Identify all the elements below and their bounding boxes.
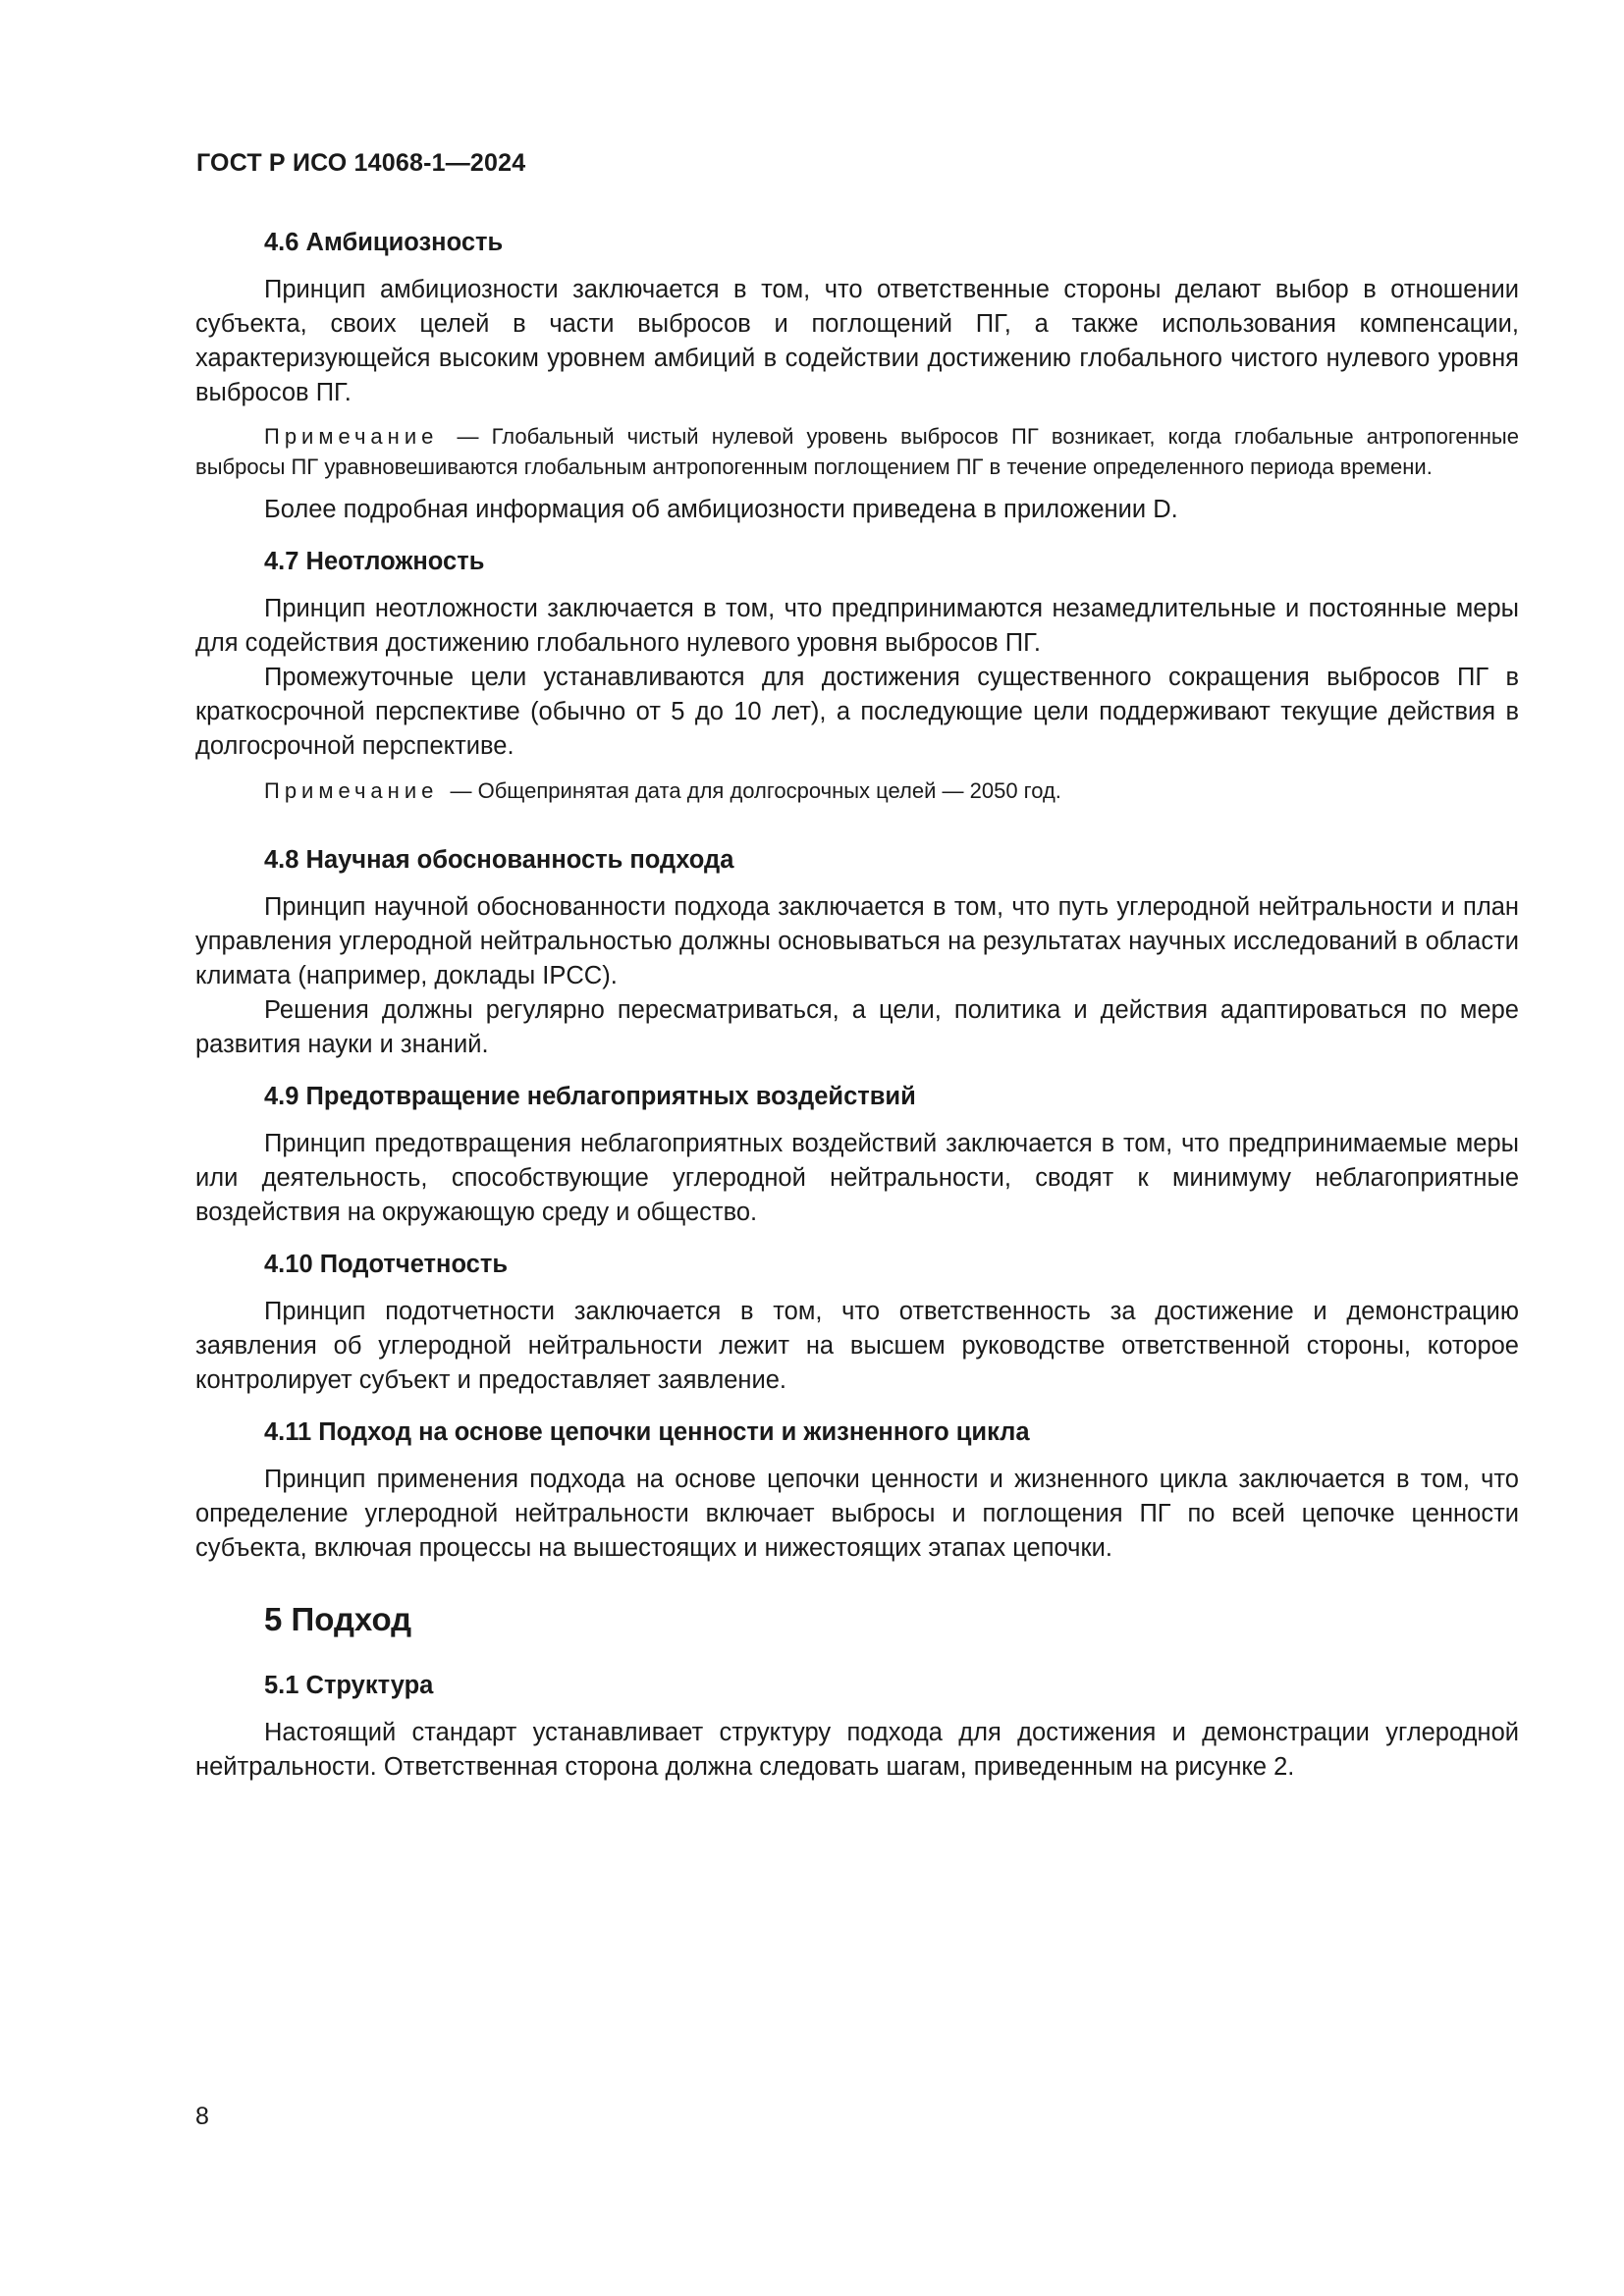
paragraph-4-8-1: Принцип научной обоснованности подхода заключается в том, что путь углеродной нейтральности и план управления углеродной нейтральностью должны основываться на результатах научных исследований в области климата (например, доклады IPCC). [195, 893, 1519, 989]
heading-5: 5 Подход [264, 1601, 412, 1637]
paragraph-4-7-2: Промежуточные цели устанавливаются для достижения существенного сокращения выбросов ПГ в краткосрочной перспективе (обычно от 5 до 10 лет), а последующие цели поддерживают текущие действия в долгосрочной перспективе. [195, 664, 1519, 760]
paragraph-4-10-1: Принцип подотчетности заключается в том, что ответственность за достижение и демонстрацию заявления об углеродной нейтральности лежит на высшем руководстве ответственной стороны, которое контролирует субъект и предоставляет заявление. [195, 1298, 1519, 1394]
paragraph-4-7-1: Принцип неотложности заключается в том, что предпринимаются незамедлительные и постоянные меры для содействия достижению глобального нулевого уровня выбросов ПГ. [195, 595, 1519, 657]
heading-4-9: 4.9 Предотвращение неблагоприятных воздействий [264, 1083, 916, 1110]
note-4-7 [195, 775, 1519, 806]
heading-4-7: 4.7 Неотложность [264, 548, 485, 575]
paragraph-4-11-1: Принцип применения подхода на основе цепочки ценности и жизненного цикла заключается в том, что определение углеродной нейтральности включает выбросы и поглощения ПГ по всей цепочке ценности субъекта, включая процессы на вышестоящих и нижестоящих этапах цепочки. [195, 1466, 1519, 1562]
page-number: 8 [195, 2103, 209, 2130]
note-text: — Глобальный чистый нулевой уровень выбросов ПГ возникает, когда глобальные антропогенные выбросы ПГ уравновешиваются глобальным антропогенным поглощением ПГ в течение определенного периода времени. [195, 424, 1519, 479]
heading-5-1: 5.1 Структура [264, 1672, 434, 1699]
document-body [195, 226, 1519, 1785]
heading-4-10: 4.10 Подотчетность [264, 1251, 509, 1278]
paragraph-4-6-2: Более подробная информация об амбициозности приведена в приложении D. [264, 496, 1178, 523]
note-label: Примечание [264, 424, 439, 449]
note-label: Примечание [264, 778, 439, 803]
note-4-6 [195, 421, 1519, 482]
heading-4-8: 4.8 Научная обоснованность подхода [264, 846, 734, 874]
paragraph-4-8-2: Решения должны регулярно пересматриваться, а цели, политика и действия адаптироваться по мере развития науки и знаний. [195, 996, 1519, 1058]
paragraph-4-6-1: Принцип амбициозности заключается в том, что ответственные стороны делают выбор в отношении субъекта, своих целей в части выбросов и поглощений ПГ, а также использования компенсации, характеризующейся высоким уровнем амбиций в содействии достижению глобального чистого нулевого уровня выбросов ПГ. [195, 276, 1519, 406]
paragraph-4-9-1: Принцип предотвращения неблагоприятных воздействий заключается в том, что предпринимаемые меры или деятельность, способствующие углеродной нейтральности, сводят к минимуму неблагоприятные воздействия на окружающую среду и общество. [195, 1130, 1519, 1226]
document-header: ГОСТ Р ИСО 14068-1—2024 [196, 149, 526, 177]
note-text: — Общепринятая дата для долгосрочных целей — 2050 год. [450, 778, 1061, 803]
paragraph-5-1-1: Настоящий стандарт устанавливает структуру подхода для достижения и демонстрации углеродной нейтральности. Ответственная сторона должна следовать шагам, приведенным на рисунке 2. [195, 1719, 1519, 1781]
heading-4-6: 4.6 Амбициозность [264, 229, 504, 256]
heading-4-11: 4.11 Подход на основе цепочки ценности и жизненного цикла [264, 1418, 1030, 1446]
